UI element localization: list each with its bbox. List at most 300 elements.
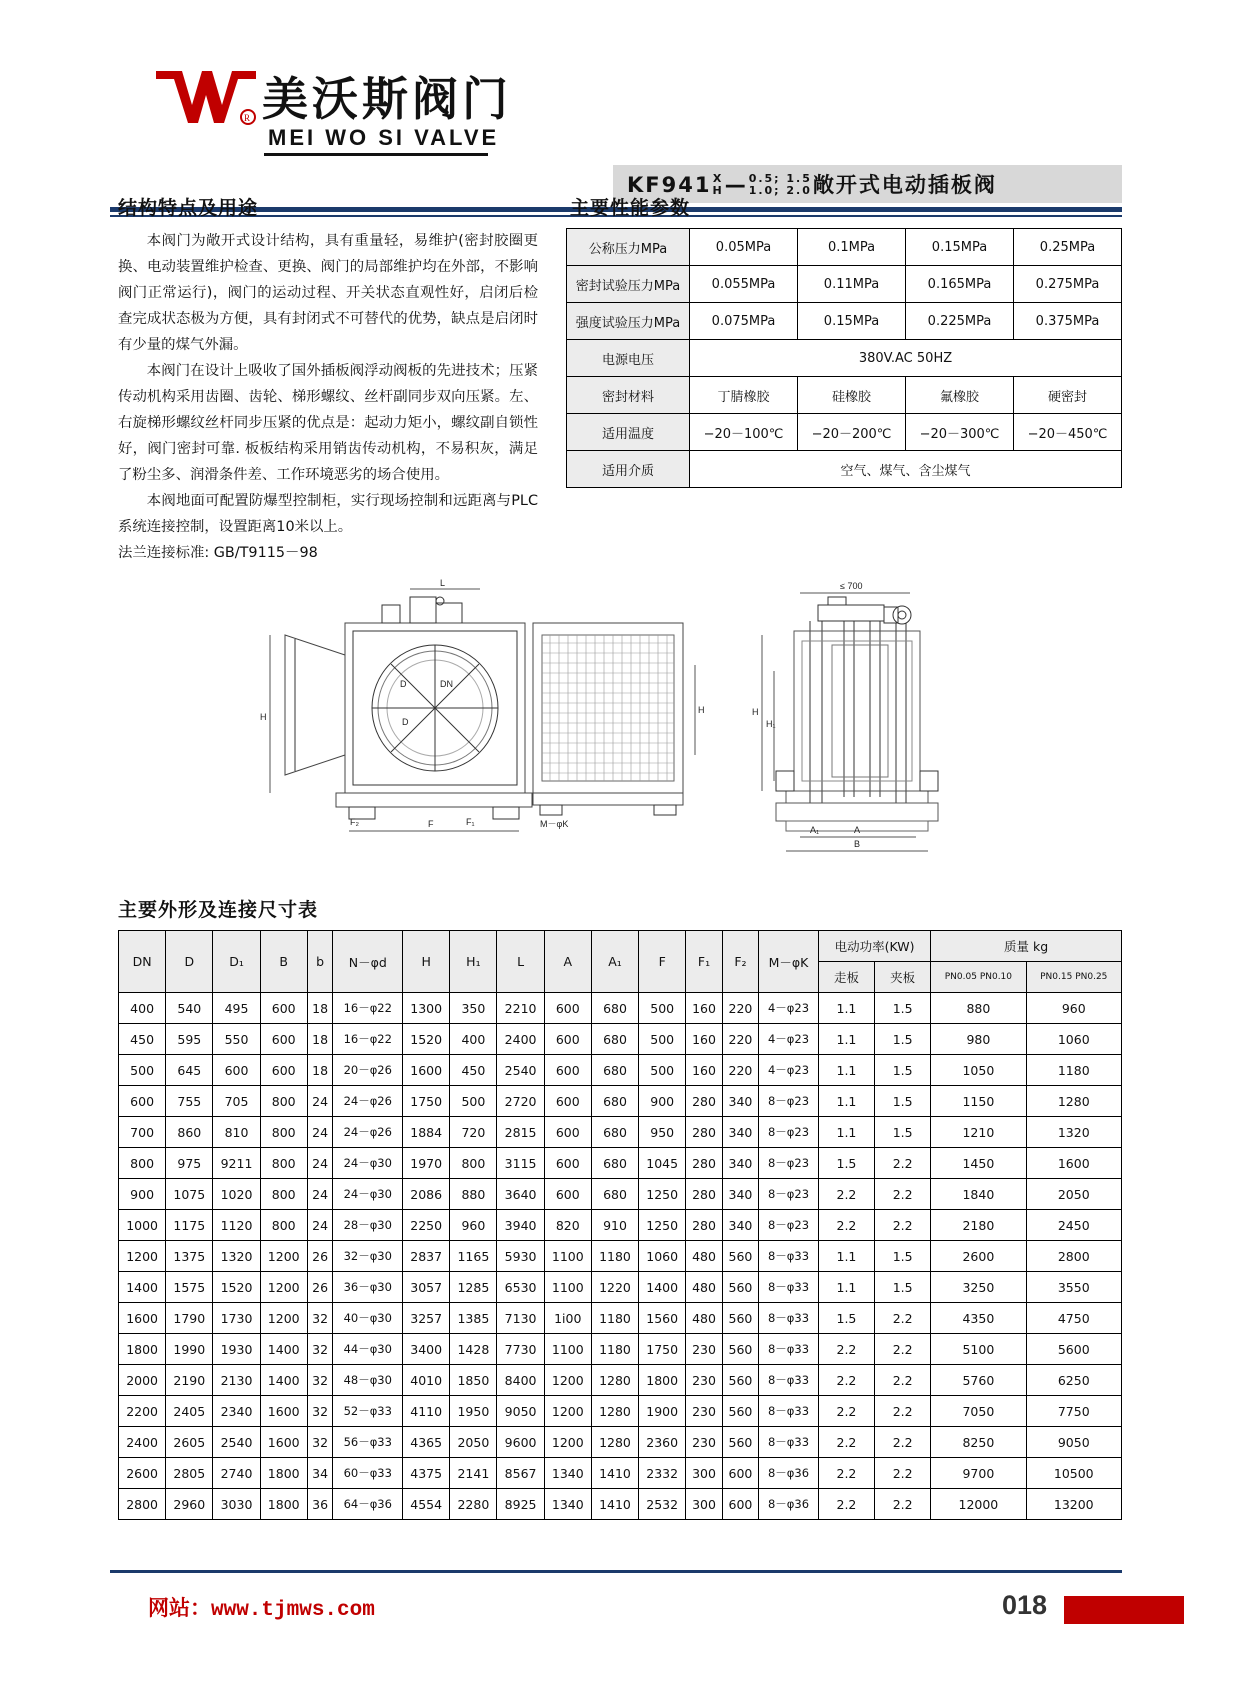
dimension-cell: 705 [213,1086,260,1117]
dimension-cell: 950 [639,1117,686,1148]
fraction1-top: X [712,172,724,186]
dimension-cell: 3257 [403,1303,450,1334]
perf-label: 强度试验压力MPa [567,303,690,340]
dimension-cell: 24 [307,1210,333,1241]
dimension-cell: 26 [307,1272,333,1303]
dimension-cell: 680 [591,1086,638,1117]
col-n-phi-d: N－φd [333,931,403,993]
dimension-cell: 1730 [213,1303,260,1334]
dimension-cell: 1.1 [818,993,874,1024]
svg-text:A₁: A₁ [810,825,820,835]
perf-label: 公称压力MPa [567,229,690,266]
dimension-cell: 1970 [403,1148,450,1179]
dimension-cell: 1075 [166,1179,213,1210]
dimension-cell: 960 [1026,993,1121,1024]
dimension-cell: 2800 [119,1489,166,1520]
dimension-cell: 220 [722,1024,758,1055]
svg-text:R: R [244,113,251,123]
dimension-cell: 1884 [403,1117,450,1148]
performance-table [566,228,1122,488]
dimension-cell: 1410 [591,1458,638,1489]
dimension-cell: 1100 [544,1334,591,1365]
dimension-cell: 1050 [931,1055,1026,1086]
dimension-cell: 450 [119,1024,166,1055]
dimension-table-head [119,931,1122,993]
col-m-phi-k: M－φK [759,931,819,993]
dimension-cell: 1210 [931,1117,1026,1148]
dimension-cell: 600 [260,1055,307,1086]
dimension-cell: 32 [307,1396,333,1427]
dimension-cell: 4－φ23 [759,1024,819,1055]
dimension-cell: 1600 [1026,1148,1121,1179]
dimension-cell: 755 [166,1086,213,1117]
dimension-cell: 8400 [497,1365,544,1396]
dimension-cell: 720 [450,1117,497,1148]
dimension-cell: 2.2 [875,1489,931,1520]
dimension-cell: 1.5 [875,1086,931,1117]
dimension-cell: 9700 [931,1458,1026,1489]
dimension-cell: 8－φ33 [759,1427,819,1458]
logo-underline [264,153,488,156]
dimension-cell: 1i00 [544,1303,591,1334]
dimension-cell: 160 [686,993,722,1024]
dimension-cell: 4375 [403,1458,450,1489]
table-row [119,1272,1122,1303]
dimension-cell: 6530 [497,1272,544,1303]
dimension-cell: 975 [166,1148,213,1179]
dimension-cell: 1200 [119,1241,166,1272]
dimension-cell: 800 [260,1179,307,1210]
dimension-cell: 230 [686,1427,722,1458]
dimension-cell: 5760 [931,1365,1026,1396]
dimension-cell: 1150 [931,1086,1026,1117]
dimension-cell: 220 [722,993,758,1024]
dimension-cell: 1200 [260,1303,307,1334]
dimension-cell: 2200 [119,1396,166,1427]
dimension-cell: 2190 [166,1365,213,1396]
col-l: L [497,931,544,993]
dimension-cell: 7730 [497,1334,544,1365]
dimension-cell: 230 [686,1334,722,1365]
perf-cell: −20－100℃ [690,414,798,451]
dimension-cell: 5930 [497,1241,544,1272]
perf-cell: −20－200℃ [798,414,906,451]
dimension-cell: 2540 [497,1055,544,1086]
svg-text:M－φK: M－φK [540,819,569,829]
dimension-cell: 8－φ33 [759,1272,819,1303]
structure-paragraph-1: 本阀门为敞开式设计结构，具有重量轻，易维护(密封胶圈更换、电动装置维护检查、更换、阀门的局部维护均在外部，不影响阀门正常运行)，阀门的运动过程、开关状态直观性好，启闭后检查完成状态极为方便，具有封闭式不可替代的优势，缺点是启闭时有少量的煤气外漏。 [118,233,538,353]
dimension-cell: 2280 [450,1489,497,1520]
dimension-cell: 600 [722,1458,758,1489]
table-row [119,1086,1122,1117]
dimension-cell: 300 [686,1458,722,1489]
product-title-fraction-1 [712,173,723,196]
perf-cell: −20－450℃ [1014,414,1122,451]
dimension-cell: 500 [639,1024,686,1055]
perf-label: 密封材料 [567,377,690,414]
col-f2: F₂ [722,931,758,993]
dimension-cell: 1250 [639,1179,686,1210]
dimension-cell: 24－φ30 [333,1179,403,1210]
structure-paragraph-2: 本阀门在设计上吸收了国外插板阀浮动阀板的先进技术；压紧传动机构采用齿圈、齿轮、梯形螺纹、丝杆副同步双向压紧。左、右旋梯形螺纹丝杆同步压紧的优点是：起动力矩小，螺纹副自锁性好，阀门密封可靠. 板板结构采用销齿传动机构，不易积灰，满足了粉尘多、润滑条件差、工作环境恶劣的场合使用。 [118,363,538,483]
dimension-cell: 18 [307,993,333,1024]
svg-text:F₂: F₂ [350,817,359,827]
dimension-cell: 52－φ33 [333,1396,403,1427]
dimension-cell: 2.2 [818,1334,874,1365]
perf-cell: 0.11MPa [798,266,906,303]
page-number: 018 [1002,1590,1048,1620]
dimension-cell: 1.1 [818,1024,874,1055]
footer-website-label: 网站： [148,1596,211,1620]
dimension-cell: 2.2 [875,1148,931,1179]
dimension-cell: 2.2 [818,1427,874,1458]
dimension-cell: 4－φ23 [759,993,819,1024]
table-row [119,1241,1122,1272]
dimension-cell: 2740 [213,1458,260,1489]
dimension-cell: 2.2 [818,1179,874,1210]
table-row [567,229,1122,266]
structure-body [118,228,538,566]
dimension-cell: 2.2 [875,1427,931,1458]
perf-cell: 0.25MPa [1014,229,1122,266]
dimension-cell: 560 [722,1241,758,1272]
dimension-cell: 2332 [639,1458,686,1489]
col-b-lower: b [307,931,333,993]
dimension-cell: 2000 [119,1365,166,1396]
table-row [119,1210,1122,1241]
svg-text:DN: DN [440,679,453,689]
dimension-cell: 2960 [166,1489,213,1520]
dimension-cell: 1400 [260,1365,307,1396]
perf-cell: −20－300℃ [906,414,1014,451]
dimension-cell: 8－φ23 [759,1210,819,1241]
dimension-cell: 1180 [591,1303,638,1334]
perf-cell: 0.165MPa [906,266,1014,303]
dimension-cell: 600 [119,1086,166,1117]
dimension-cell: 2.2 [818,1210,874,1241]
dimension-table [118,930,1122,1520]
dimension-cell: 595 [166,1024,213,1055]
dimension-cell: 1800 [639,1365,686,1396]
dimension-cell: 560 [722,1272,758,1303]
svg-text:F: F [428,819,434,829]
technical-drawings [110,575,1122,875]
table-row [119,1396,1122,1427]
dimension-cell: 680 [591,1117,638,1148]
dimension-cell: 600 [260,1024,307,1055]
table-row [119,1148,1122,1179]
dimension-cell: 2540 [213,1427,260,1458]
dimension-cell: 32 [307,1365,333,1396]
perf-cell: 0.1MPa [798,229,906,266]
svg-text:B: B [854,839,861,849]
perf-cell: 0.05MPa [690,229,798,266]
dimension-cell: 1600 [403,1055,450,1086]
dimension-cell: 2.2 [875,1303,931,1334]
col-power-jiaban: 夹板 [875,962,931,993]
perf-cell: 0.075MPa [690,303,798,340]
perf-cell: 0.15MPa [906,229,1014,266]
dimension-cell: 24 [307,1117,333,1148]
dimension-cell: 9600 [497,1427,544,1458]
col-power-zouban: 走板 [818,962,874,993]
structure-paragraph-3: 本阀地面可配置防爆型控制柜，实行现场控制和远距离与PLC系统连接控制，设置距离10米以上。 [118,493,538,535]
table-row [567,266,1122,303]
col-h: H [403,931,450,993]
dimension-cell: 2130 [213,1365,260,1396]
perf-cell: 0.055MPa [690,266,798,303]
dimension-cell: 1520 [213,1272,260,1303]
dimension-cell: 28－φ30 [333,1210,403,1241]
perf-cell: 硅橡胶 [798,377,906,414]
dimension-cell: 2050 [1026,1179,1121,1210]
svg-text:F₁: F₁ [466,817,475,827]
dimension-cell: 3550 [1026,1272,1121,1303]
dimension-cell: 960 [450,1210,497,1241]
table-row [119,1117,1122,1148]
dimension-cell: 2720 [497,1086,544,1117]
dimension-cell: 44－φ30 [333,1334,403,1365]
dimension-cell: 1180 [591,1334,638,1365]
dimension-cell: 500 [639,1055,686,1086]
dimension-cell: 910 [591,1210,638,1241]
col-dn: DN [119,931,166,993]
dimension-cell: 160 [686,1024,722,1055]
dimension-cell: 1840 [931,1179,1026,1210]
dimension-cell: 600 [544,1148,591,1179]
dimension-cell: 9050 [1026,1427,1121,1458]
table-row [567,303,1122,340]
col-group-weight: 质量 kg [931,931,1122,962]
dimension-cell: 1900 [639,1396,686,1427]
dimension-cell: 1285 [450,1272,497,1303]
dimension-cell: 800 [260,1210,307,1241]
dimension-cell: 400 [450,1024,497,1055]
dimension-cell: 8－φ33 [759,1334,819,1365]
product-title-suffix: 敞开式电动插板阀 [812,173,997,197]
dimension-cell: 8－φ33 [759,1365,819,1396]
dimension-cell: 1800 [260,1489,307,1520]
dimension-cell: 2210 [497,993,544,1024]
dimension-cell: 9211 [213,1148,260,1179]
dimension-cell: 600 [544,1179,591,1210]
fraction1-bottom: H [712,184,724,197]
company-name-cn: 美沃斯阀门 [262,72,512,126]
footer-accent-block [1064,1596,1184,1624]
dimension-cell: 860 [166,1117,213,1148]
dimension-cell: 8250 [931,1427,1026,1458]
dimension-cell: 1375 [166,1241,213,1272]
perf-label: 电源电压 [567,340,690,377]
dimension-cell: 1.1 [818,1117,874,1148]
dimension-cell: 7750 [1026,1396,1121,1427]
dimension-cell: 5100 [931,1334,1026,1365]
dimension-cell: 2.2 [875,1334,931,1365]
dimension-cell: 230 [686,1396,722,1427]
dimension-cell: 8－φ33 [759,1303,819,1334]
dimension-cell: 12000 [931,1489,1026,1520]
col-a1: A₁ [591,931,638,993]
dimension-cell: 1200 [544,1427,591,1458]
dimension-cell: 3640 [497,1179,544,1210]
dimension-cell: 2837 [403,1241,450,1272]
dimension-cell: 600 [544,1117,591,1148]
dimension-cell: 2050 [450,1427,497,1458]
perf-cell: 0.15MPa [798,303,906,340]
dimension-cell: 680 [591,1055,638,1086]
dimension-cell: 800 [450,1148,497,1179]
dimension-cell: 2141 [450,1458,497,1489]
dimension-cell: 1800 [260,1458,307,1489]
dimension-cell: 1200 [544,1365,591,1396]
structure-heading: 结构特点及用途 [118,197,259,219]
dimension-cell: 4554 [403,1489,450,1520]
svg-text:H₁: H₁ [766,719,776,729]
dimension-cell: 4750 [1026,1303,1121,1334]
dimension-cell: 1600 [119,1303,166,1334]
dimension-cell: 3250 [931,1272,1026,1303]
footer-website-url[interactable]: www.tjmws.com [211,1599,375,1622]
perf-cell: 0.275MPa [1014,266,1122,303]
dimension-cell: 2180 [931,1210,1026,1241]
dimension-cell: 1000 [119,1210,166,1241]
dimension-cell: 2.2 [875,1365,931,1396]
dimension-cell: 1.1 [818,1086,874,1117]
dimension-cell: 1850 [450,1365,497,1396]
dimension-cell: 1.5 [875,1272,931,1303]
dimension-cell: 40－φ30 [333,1303,403,1334]
footer-divider [110,1570,1122,1573]
dimension-cell: 1340 [544,1489,591,1520]
dimension-cell: 1950 [450,1396,497,1427]
dimension-cell: 26 [307,1241,333,1272]
col-weight-pn015: PN0.15 PN0.25 [1026,962,1121,993]
dimension-cell: 600 [544,993,591,1024]
dimension-cell: 1.5 [875,1241,931,1272]
dimension-cell: 1120 [213,1210,260,1241]
dimension-cell: 1600 [260,1427,307,1458]
dimension-cell: 64－φ36 [333,1489,403,1520]
dimension-cell: 230 [686,1365,722,1396]
dimension-cell: 560 [722,1303,758,1334]
table-row [119,1179,1122,1210]
table-header-row [119,931,1122,962]
dimension-cell: 4365 [403,1427,450,1458]
dimension-cell: 800 [119,1148,166,1179]
dimension-cell: 1200 [544,1396,591,1427]
footer-website[interactable] [148,1592,375,1622]
dimension-cell: 645 [166,1055,213,1086]
svg-text:H: H [698,705,705,715]
dimension-cell: 2.2 [875,1396,931,1427]
dimension-cell: 2.2 [818,1489,874,1520]
dimension-cell: 480 [686,1272,722,1303]
performance-heading: 主要性能参数 [570,197,691,219]
dimension-cell: 2450 [1026,1210,1121,1241]
dimension-cell: 1020 [213,1179,260,1210]
dimension-cell: 1280 [591,1396,638,1427]
dimension-cell: 340 [722,1210,758,1241]
dimension-cell: 600 [213,1055,260,1086]
dimension-cell: 2600 [119,1458,166,1489]
dimension-cell: 24－φ30 [333,1148,403,1179]
dimension-cell: 1400 [260,1334,307,1365]
dimension-cell: 1385 [450,1303,497,1334]
dimension-cell: 1045 [639,1148,686,1179]
dimension-cell: 880 [450,1179,497,1210]
dimension-cell: 1.5 [875,1055,931,1086]
table-row [119,1024,1122,1055]
dimension-cell: 8925 [497,1489,544,1520]
flange-standard-line: 法兰连接标准: GB/T9115－98 [118,545,318,561]
dimension-cell: 8－φ23 [759,1179,819,1210]
dimension-cell: 24－φ26 [333,1117,403,1148]
dimension-cell: 4350 [931,1303,1026,1334]
table-row [567,451,1122,488]
col-b-upper: B [260,931,307,993]
dimension-cell: 540 [166,993,213,1024]
dimension-cell: 4010 [403,1365,450,1396]
dimension-heading: 主要外形及连接尺寸表 [118,899,319,921]
dimension-cell: 2605 [166,1427,213,1458]
dimension-cell: 1750 [639,1334,686,1365]
dimension-cell: 1.5 [875,1024,931,1055]
table-row [119,1055,1122,1086]
dimension-cell: 1300 [403,993,450,1024]
dimension-cell: 1180 [1026,1055,1121,1086]
dimension-cell: 1200 [260,1241,307,1272]
dimension-cell: 2815 [497,1117,544,1148]
dimension-cell: 1340 [544,1458,591,1489]
dimension-cell: 480 [686,1303,722,1334]
table-row [567,340,1122,377]
dimension-cell: 1750 [403,1086,450,1117]
dimension-cell: 1250 [639,1210,686,1241]
dimension-cell: 4－φ23 [759,1055,819,1086]
dimension-cell: 1.1 [818,1241,874,1272]
dimension-cell: 13200 [1026,1489,1121,1520]
dimension-cell: 1280 [591,1365,638,1396]
dimension-cell: 8－φ33 [759,1396,819,1427]
dimension-cell: 8－φ33 [759,1241,819,1272]
dimension-cell: 48－φ30 [333,1365,403,1396]
dimension-cell: 160 [686,1055,722,1086]
table-row [119,1303,1122,1334]
dimension-cell: 32 [307,1303,333,1334]
dimension-cell: 600 [722,1489,758,1520]
dimension-cell: 495 [213,993,260,1024]
dimension-cell: 1180 [591,1241,638,1272]
dimension-cell: 680 [591,1179,638,1210]
dimension-cell: 280 [686,1086,722,1117]
dimension-cell: 3115 [497,1148,544,1179]
dimension-cell: 400 [119,993,166,1024]
dimension-cell: 8－φ23 [759,1086,819,1117]
dimension-cell: 3940 [497,1210,544,1241]
product-title-fraction-2 [749,173,812,196]
dimension-cell: 340 [722,1148,758,1179]
dimension-cell: 980 [931,1024,1026,1055]
dimension-cell: 1930 [213,1334,260,1365]
table-row [119,1489,1122,1520]
dimension-cell: 4110 [403,1396,450,1427]
table-row [119,1365,1122,1396]
perf-label: 适用温度 [567,414,690,451]
dimension-cell: 800 [260,1148,307,1179]
dimension-cell: 56－φ33 [333,1427,403,1458]
dimension-cell: 900 [119,1179,166,1210]
svg-text:L: L [440,578,446,588]
